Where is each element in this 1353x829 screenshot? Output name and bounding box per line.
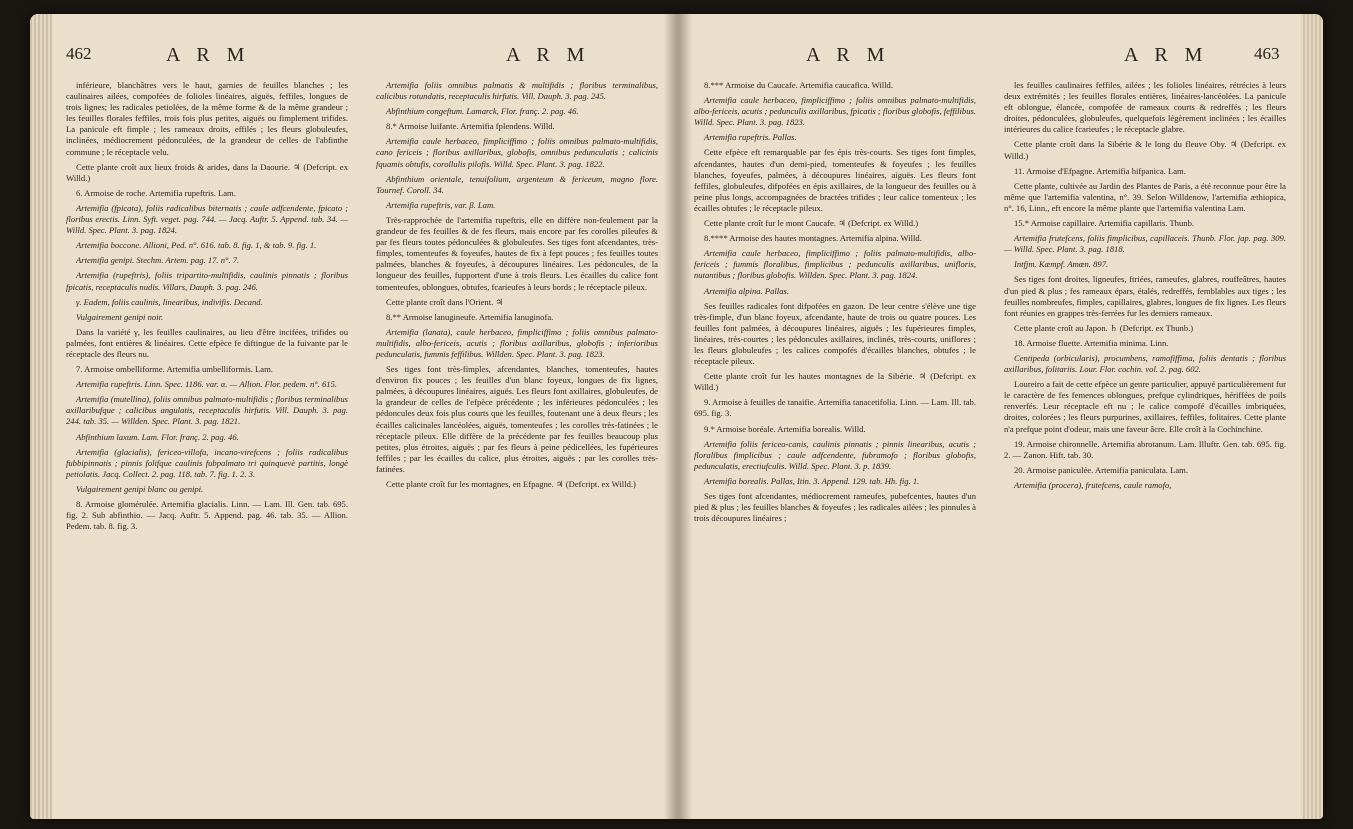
paragraph: Artemifia caule herbaceo, fimpliciffimo ; foliis omnibus palmato-multifidis, albo-fericeis, acutis ; pedunculis axillaribus, fpicatis ; floribus globofis, feffilibus. Willd. Spec. Plant. 3. pag. 1823. — [694, 95, 976, 128]
paragraph: Artemifia rupeftris, var. β. Lam. — [386, 199, 496, 210]
paragraph: 9.* Armoise boréale. Artemifia borealis. Willd. — [704, 423, 866, 434]
paragraph: Intfjm. Kæmpf. Amœn. 897. — [1014, 259, 1109, 270]
paragraph: Artemifia (fpicata), foliis radicalibus biternatis ; caule adfcendente, fpicato ; floribus erectis. Linn. Syft. veget. pag. 744. — Jacq. Auftr. 5. Append. tab. 34. — Willd. Spec. Plant. 3. pag. 1824. — [66, 202, 348, 236]
left-page-number: 462 — [66, 44, 92, 63]
paragraph: Abfinthium laxum. Lam. Flor. franç. 2. pag. 46. — [76, 431, 239, 442]
paragraph: 8.** Armoise lanugineufe. Artemifia lanuginofa. — [386, 311, 554, 322]
paragraph: Artemifia caule herbaceo, fimpliciffimo ; foliis palmato-multifidis, albo-fericeis ; fummis floralibus, fimplicibus ; pedunculis axillaribus, unifloris, nutantibus ; floribus globofis. Willden. Spec. Plant. 3. pag. 1824. — [694, 248, 976, 281]
paragraph: Vulgairement genipi noir. — [76, 311, 164, 322]
paragraph: Artemifia (glacialis), fericeo-villofa, incano-virefcens ; foliis radicalibus fubbipinnatis ; pinnis folifque caulinis fubpalmato tri quinquevè partitis, longè petiolatis. Jacq. Collect. 2. pag. 118. tab. 7. fig. 1. 2. 3. — [66, 446, 348, 479]
paragraph: 7. Armoise ombelliforme. Artemifia umbelliformis. Lam. — [76, 364, 273, 375]
paragraph: Centipeda (orbicularis), procumbens, ramofiffima, foliis dentatis ; floribus axillaribus, folitariis. Lour. Flor. cochin. vol. 2. pag. 602. — [1004, 352, 1286, 375]
right-page-column-2 — [1004, 80, 1286, 495]
paragraph: Cette plante croît au Japon. ♄ (Defcript. ex Thunb.) — [1014, 322, 1194, 333]
paragraph: Cette plante croît fur le mont Caucafe. ♃ (Defcript. ex Willd.) — [704, 218, 919, 229]
paragraph: Dans la variété γ, les feuilles caulinaires, au lieu d'être incifées, trifides ou palmées, font entières & linéaires. Cette efpèce fe diftingue de la fuivante par le réceptacle des fleurs nu. — [66, 326, 348, 359]
paragraph: Artemifia rupeftris. Pallas. — [704, 132, 797, 143]
paragraph: les feuilles caulinaires feffiles, ailées ; les folioles linéaires, rétrécies à leurs deux extrémités ; les feuilles florales entières, linéaires-lancéolées. La panicule eft oblongue, élancée, compofée de rameaux courts & redreffés ; les fleurs droites, pédonculées, globuleufes, quelquefois légèrement inclinées ; les écailles intérieures du calice fcarieufes ; le réceptacle glabre. — [1004, 80, 1286, 135]
paragraph: 8.*** Armoise du Caucafe. Artemifia caucafica. Willd. — [704, 80, 893, 90]
paragraph: Cette efpèce eft remarquable par fes épis très-courts. Ses tiges font fimples, afcendantes, hautes d'un demi-pied, tomenteufes & foyeufes ; les feuilles blanches, foyeufes, palmées, à découpures linéaires, aiguës. Les fleurs font feffiles, globuleufes, difpofées en épis axillaires, de la longueur des feuilles ou à peine plus longs, accompagnées de bractées trifides ; leur calice tomenteux ; les écailles obtufes ; le réceptacle pileux. — [694, 147, 976, 213]
paragraph: Cette plante croît dans l'Orient. ♃ — [386, 296, 504, 307]
paragraph: 19. Armoise chironnelle. Artemifia abrotanum. Lam. Illuftr. Gen. tab. 695. fig. 2. — Zanon. Hift. tab. 30. — [1004, 438, 1286, 460]
left-page-header — [66, 44, 666, 74]
left-running-head: A R M — [166, 44, 251, 66]
paragraph: Cette plante, cultivée au Jardin des Plantes de Paris, a été reconnue pour être la même que l'artemifia valentina, n°. 39. Selon Willdenow, l'artemifia æthiopica, n°. 16, Linn., eft encore la même plante que l'artemifia valentina Lam. — [1004, 180, 1286, 213]
paragraph: γ. Eadem, foliis caulinis, linearibus, indivifis. Decand. — [76, 296, 263, 307]
paragraph: Artemifia rupeftris. Linn. Spec. 1186. var. α. — Allion. Flor. pedem. n°. 615. — [76, 379, 338, 390]
paragraph: Artemifia foliis fericeo-canis, caulinis pinnatis ; pinnis linearibus, acutis ; floralibus fimplicibus ; caule adfcendente, fubramofo ; floribus globofis, pedunculatis, erectiufculis. Willd. Spec. Plant. 3. p. 1839. — [694, 438, 976, 471]
paragraph: Artemifia borealis. Pallas, Itin. 3. Append. 129. tab. Hh. fig. 1. — [704, 475, 920, 486]
paragraph: Cette plante croît aux lieux froids & arides, dans la Daourie. ♃ (Defcript. ex Willd.) — [66, 161, 348, 183]
paragraph: Cette plante croît dans la Sibérie & le long du fleuve Oby. ♃ (Defcript. ex Willd.) — [1004, 139, 1286, 161]
paragraph: 9. Armoise à feuilles de tanaifie. Artemifia tanacetifolia. Linn. — Lam. Ill. tab. 695. fig. 3. — [694, 397, 976, 419]
paragraph: Artemifia (procera), frutefcens, caule ramofo, — [1014, 479, 1172, 490]
paragraph: Artemifia alpina. Pallas. — [704, 285, 789, 296]
paragraph: 8.**** Armoise des hautes montagnes. Artemifia alpina. Willd. — [704, 233, 922, 244]
paragraph: Abfinthium orientale, tenuifolium, argenteum & fericeum, magno flore. Tournef. Coroll. 34. — [376, 173, 658, 195]
paragraph: Artemifia foliis omnibus palmatis & multifidis ; floribus terminalibus, calicibus rotundatis, receptaculis hirfutis. Vill. Dauph. 3. pag. 245. — [376, 80, 658, 102]
page-edges-right — [1301, 14, 1323, 819]
left-page-column-1 — [66, 80, 348, 536]
paragraph: Artemifia (lanata), caule herbaceo, fimpliciffimo ; foliis omnibus palmato-multifidis, albo-fericeis, acutis ; floribus axillaribus, globofis ; inferioribus pedunculatis, fummis feffilibus. Willden. Spec. Plant. 3. pag. 1823. — [376, 326, 658, 359]
paragraph: Artemifia boccone. Allioni, Ped. n°. 616. tab. 8. fig. 1, & tab. 9. fig. 1. — [76, 240, 317, 251]
paragraph: Abfinthium congeftum. Lamarck, Flor. franç. 2. pag. 46. — [386, 106, 579, 117]
paragraph: Loureiro a fait de cette efpèce un genre particulier, appuyé particulièrement fur le caractère de fes femences oblongues, prefque cylindriques, hériffées de poils renverfés. Leur réceptacle eft nu ; le calice compofé d'écailles imbriquées, droites, colorées ; les fleurs purpurines, axillaires, feffiles, folitaires. Cette plante n'a prefque point d'odeur, mais une faveur âcre. Elle croît à la Cochinchine. — [1004, 379, 1286, 434]
paragraph: Ses tiges font droites, ligneufes, ftriées, rameufes, glabres, rouffeâtres, hautes d'un pied & plus ; fes rameaux épars, étalés, redreffés, femblables aux tiges ; les feuilles nombreufes, fimples, capillaires, glabres, longues de fix lignes. Les fleurs font réunies en grappes très-ferrées fur les derniers rameaux. — [1004, 274, 1286, 318]
left-page — [66, 44, 666, 804]
paragraph: Ses tiges font très-fimples, afcendantes, blanches, tomenteufes, hautes d'environ fix pouces ; les feuilles d'un blanc foyeux, longues de fix lignes, palmées, à découpures linéaires, aiguës. Les fleurs font axillaires, globuleufes, de la grandeur de celles de l'efpèce précédente ; les inférieures pédonculées ; les pédoncules deux fois plus courts que les feuilles, foutenant une à deux fleurs ; les écailles calicinales lancéolées, aiguës, tomenteufes ; les corolles très-fatinées ; le réceptacle pileux. Elle diffère de la précédente par fes feuilles beaucoup plus petites, plus étroites, aiguës ; par fes fleurs à peine pédicellées, les fupérieures feffiles ; par les écailles du calice, plus étroites, aiguës ; par les corolles très-fatinées. — [376, 364, 658, 474]
paragraph: Artemifia (mutellina), foliis omnibus palmato-multifidis ; floribus terminalibus axillaribufque ; calicibus angulatis, receptaculis hirfutis. Vill. Dauph. 3. pag. 244. tab. 35. — Willden. Spec. Plant. 3. pag. 1821. — [66, 394, 348, 427]
paragraph: Très-rapprochée de l'artemifia rupeftris, elle en diffère non-feulement par la grandeur de fes feuilles & de fes fleurs, mais encore par fes corolles pileufes & par fes fleurs toutes pédonculées & globuleufes. Ses tiges font afcendantes, très-fimples, tomenteufes & foyeufes, hautes de fix à fept pouces ; fes feuilles toutes palmées, blanches & foyeufes, à découpures linéaires. Les pédoncules, de la longueur des feuilles, fupportent d'une à trois fleurs. Les écailles du calice font tomenteufes, oblongues, obtufes, fcarieufes à leurs bords ; le réceptacle pileux. — [376, 214, 658, 292]
paragraph: 18. Armoise fluette. Artemifia minima. Linn. — [1014, 337, 1169, 348]
right-page-column-1 — [694, 80, 976, 528]
left-page-column-2 — [376, 80, 658, 494]
paragraph: Ses feuilles radicales font difpofées en gazon. De leur centre s'élève une tige très-fimple, d'un blanc foyeux, afcendante, haute de trois ou quatre pouces. Les feuilles font palmées, à découpures linéaires, aiguës ; les fupérieures fimples, linéaires, très-courtes ; les pédoncules axillaires, inclinés, très-courts, uniflores ; les fleurs globuleufes ; les calices compofés d'écailles blanches, obtufes ; le réceptacle pileux. — [694, 300, 976, 367]
right-page-header — [694, 44, 1294, 74]
right-running-head-first: A R M — [806, 44, 891, 66]
paragraph: Artemifia frutefcens, foliis fimplicibus, capillaceis. Thunb. Flor. jap. pag. 309. — Willd. Spec. Plant. 3. pag. 1818. — [1004, 233, 1286, 255]
paragraph: Artemifia caule herbaceo, fimpliciffimo ; foliis omnibus palmato-multifidis, cano fericeis ; floribus axillaribus, globofis, omnibus pedunculatis ; calicinis fquamis obtufis, corollulis pilofis. Willd. Spec. Plant. 3. pag. 1822. — [376, 136, 658, 169]
paragraph: inférieure, blanchâtres vers le haut, garnies de feuilles blanches ; les caulinaires ailées, compofées de folioles linéaires, aiguës, feffiles, longues de trois lignes; les radicales petiolées, de la même forme & de la même grandeur ; les feuilles florales feffiles, trois fois plus petites, aiguës ou fimplement trifides. La panicule eft fimple ; les rameaux droits, effilés ; les fleurs globuleufes, inclinées, médiocrement pédonculées, de la grandeur de celles de l'abfinthe commune ; le réceptacle velu. — [66, 80, 348, 157]
page-edges-left — [30, 14, 52, 819]
right-page-number: 463 — [1254, 44, 1280, 63]
paragraph: Cette plante croît fur les hautes montagnes de la Sibérie. ♃ (Defcript. ex Willd.) — [694, 371, 976, 393]
book-gutter — [664, 14, 692, 819]
right-running-head: A R M — [1124, 44, 1209, 66]
left-running-head-second: A R M — [506, 44, 591, 66]
paragraph: Ses tiges font afcendantes, médiocrement rameufes, pubefcentes, hautes d'un pied & plus ; les feuilles blanches & foyeufes ; les radicales ailées ; les pinnules à trois découpures linéaires ; — [694, 491, 976, 524]
paragraph: 8.* Armoise luifante. Artemifia fplendens. Willd. — [386, 121, 555, 132]
right-page — [694, 44, 1294, 804]
paragraph: 6. Armoise de roche. Artemifia rupeftris. Lam. — [76, 187, 236, 198]
book-spread — [30, 14, 1323, 819]
paragraph: Artemifia genipi. Stechm. Artem. pag. 17. n°. 7. — [76, 255, 240, 266]
paragraph: 8. Armoise glomérulée. Artemifia glacialis. Linn. — Lam. Ill. Gen. tab. 695. fig. 2. Sub abfinthio. — Jacq. Auftr. 5. Append. pag. 46. tab. 35. — Allion. Pedem. tab. 8. fig. 3. — [66, 499, 348, 532]
paragraph: Cette plante croît fur les montagnes, en Efpagne. ♃ (Defcript. ex Willd.) — [386, 479, 636, 489]
paragraph: Artemifia (rupeftris), foliis tripartito-multifidis, caulinis pinnatis ; floribus fpicatis, receptaculis nudis. Villars, Dauph. 3. pag. 246. — [66, 270, 348, 292]
paragraph: 11. Armoise d'Efpagne. Artemifia hifpanica. Lam. — [1014, 165, 1186, 176]
paragraph: Vulgairement genipi blanc ou genipi. — [76, 483, 204, 494]
paragraph: 20. Armoise paniculée. Artemifia paniculata. Lam. — [1014, 464, 1188, 475]
paragraph: 15.* Armoise capillaire. Artemifia capillaris. Thunb. — [1014, 218, 1195, 229]
